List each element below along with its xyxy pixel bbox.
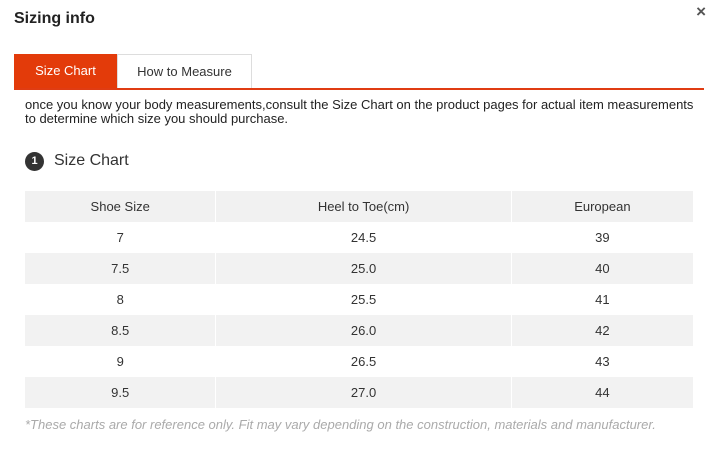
table-cell: 41 [595,292,610,307]
table-cell: 40 [595,261,610,276]
table-row [25,346,693,377]
table-cell: 25.0 [216,253,511,284]
table-cell: 26.5 [216,346,511,377]
table-row [25,222,693,253]
reference-footnote: *These charts are for reference only. Fit may vary depending on the construction, materials and manufacturer. [25,417,656,432]
table-cell: 7.5 [25,253,216,284]
section-header [25,150,129,172]
close-icon[interactable]: × [696,2,706,21]
table-row [25,284,693,315]
table-cell: 44 [595,385,610,400]
tab-size-chart[interactable]: Size Chart [14,54,117,88]
table-cell: 25.5 [216,284,511,315]
table-row [25,315,693,346]
table-cell: 9 [25,346,216,377]
table-cell: 9.5 [25,377,216,408]
table-cell: 42 [595,323,610,338]
table-cell: 24.5 [216,222,511,253]
column-header-shoe-size: Shoe Size [25,191,216,222]
table-row [25,253,693,284]
table-row [25,377,693,408]
table-cell: 7 [25,222,216,253]
dialog-title: Sizing info [14,10,95,27]
table-cell: 8 [25,284,216,315]
section-number-badge: 1 [25,152,44,171]
table-cell: 27.0 [216,377,511,408]
table-cell: 39 [595,230,610,245]
column-header-european: European [574,199,631,214]
intro-text: once you know your body measurements,consult the Size Chart on the product pages for actual item measurements to determine which size you should purchase. [25,97,694,126]
column-header-heel-to-toe: Heel to Toe(cm) [216,191,511,222]
tab-bar [14,54,704,90]
tab-how-to-measure[interactable]: How to Measure [117,54,252,88]
table-header-row [25,191,693,222]
table-cell: 8.5 [25,315,216,346]
section-title: Size Chart [54,152,129,169]
table-cell: 43 [595,354,610,369]
size-chart-table [25,191,693,408]
table-cell: 26.0 [216,315,511,346]
